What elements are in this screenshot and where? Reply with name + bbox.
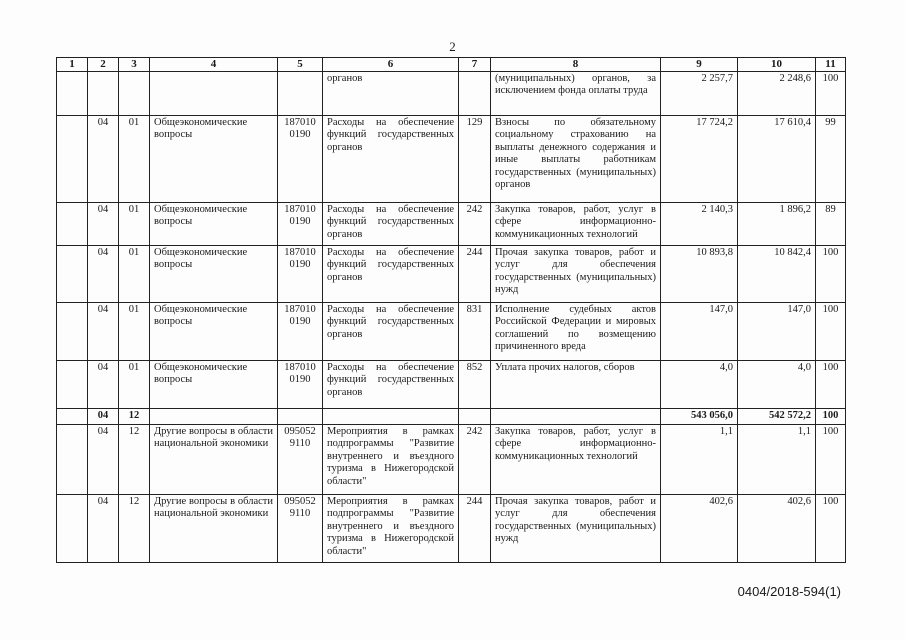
cell-col-2: 04	[88, 408, 119, 424]
cell-col-11: 100	[816, 360, 846, 408]
cell-col-7	[459, 408, 491, 424]
cell-col-3: 01	[119, 115, 150, 202]
cell-col-8: Прочая закупка товаров, работ и услуг для обеспечения государственных (муниципальных) нужд	[491, 245, 661, 302]
cell-col-4: Общеэкономические вопросы	[150, 302, 278, 360]
cell-col-2: 04	[88, 245, 119, 302]
cell-col-7	[459, 71, 491, 115]
cell-col-11: 100	[816, 424, 846, 494]
cell-col-10: 402,6	[738, 494, 816, 562]
cell-col-1	[57, 408, 88, 424]
column-header-3: 3	[119, 58, 150, 72]
cell-col-2: 04	[88, 302, 119, 360]
column-header-1: 1	[57, 58, 88, 72]
cell-col-5	[278, 408, 323, 424]
cell-col-1	[57, 494, 88, 562]
cell-col-5: 187010 0190	[278, 202, 323, 245]
cell-col-1	[57, 424, 88, 494]
cell-col-6: Расходы на обеспечение функций государственных органов	[323, 302, 459, 360]
cell-col-9: 1,1	[661, 424, 738, 494]
table-row	[57, 424, 846, 494]
cell-col-9: 2 140,3	[661, 202, 738, 245]
cell-col-10: 2 248,6	[738, 71, 816, 115]
cell-col-6: Расходы на обеспечение функций государственных органов	[323, 115, 459, 202]
cell-col-4	[150, 71, 278, 115]
cell-col-7: 242	[459, 424, 491, 494]
cell-col-8: Взносы по обязательному социальному страхованию на выплаты денежного содержания и иные выплаты работникам государственных (муниципальных) органов	[491, 115, 661, 202]
cell-col-8	[491, 408, 661, 424]
cell-col-11: 89	[816, 202, 846, 245]
cell-col-11: 100	[816, 71, 846, 115]
cell-col-8: Уплата прочих налогов, сборов	[491, 360, 661, 408]
cell-col-9: 17 724,2	[661, 115, 738, 202]
cell-col-5: 095052 9110	[278, 424, 323, 494]
cell-col-6: Расходы на обеспечение функций государственных органов	[323, 202, 459, 245]
column-header-6: 6	[323, 58, 459, 72]
cell-col-4: Общеэкономические вопросы	[150, 360, 278, 408]
subtotal-row	[57, 408, 846, 424]
cell-col-2: 04	[88, 115, 119, 202]
cell-col-5: 187010 0190	[278, 360, 323, 408]
column-header-10: 10	[738, 58, 816, 72]
cell-col-4	[150, 408, 278, 424]
cell-col-1	[57, 115, 88, 202]
column-header-9: 9	[661, 58, 738, 72]
cell-col-8: Исполнение судебных актов Российской Федерации и мировых соглашений по возмещению причиненного вреда	[491, 302, 661, 360]
cell-col-10: 17 610,4	[738, 115, 816, 202]
cell-col-3: 12	[119, 408, 150, 424]
cell-col-6: органов	[323, 71, 459, 115]
cell-col-8: (муниципальных) органов, за исключением фонда оплаты труда	[491, 71, 661, 115]
cell-col-9: 2 257,7	[661, 71, 738, 115]
cell-col-9: 147,0	[661, 302, 738, 360]
header-row	[57, 58, 846, 72]
cell-col-2	[88, 71, 119, 115]
column-header-8: 8	[491, 58, 661, 72]
cell-col-10: 147,0	[738, 302, 816, 360]
cell-col-8: Закупка товаров, работ, услуг в сфере информационно-коммуникационных технологий	[491, 202, 661, 245]
cell-col-3: 01	[119, 202, 150, 245]
cell-col-6: Мероприятия в рамках подпрограммы "Развитие внутреннего и въездного туризма в Нижегородской области"	[323, 424, 459, 494]
cell-col-5: 187010 0190	[278, 245, 323, 302]
cell-col-11: 100	[816, 245, 846, 302]
column-header-11: 11	[816, 58, 846, 72]
cell-col-4: Другие вопросы в области национальной экономики	[150, 494, 278, 562]
cell-col-6: Мероприятия в рамках подпрограммы "Развитие внутреннего и въездного туризма в Нижегородской области"	[323, 494, 459, 562]
table-row	[57, 71, 846, 115]
cell-col-3: 12	[119, 424, 150, 494]
cell-col-7: 852	[459, 360, 491, 408]
cell-col-11: 100	[816, 302, 846, 360]
cell-col-4: Общеэкономические вопросы	[150, 245, 278, 302]
cell-col-1	[57, 71, 88, 115]
page-number: 2	[449, 39, 456, 54]
document-code: 0404/2018-594(1)	[737, 584, 841, 599]
cell-col-10: 542 572,2	[738, 408, 816, 424]
cell-col-2: 04	[88, 424, 119, 494]
cell-col-7: 244	[459, 245, 491, 302]
cell-col-9: 402,6	[661, 494, 738, 562]
table-body	[57, 71, 846, 562]
table-row	[57, 115, 846, 202]
cell-col-11: 100	[816, 494, 846, 562]
cell-col-3	[119, 71, 150, 115]
cell-col-7: 242	[459, 202, 491, 245]
cell-col-6: Расходы на обеспечение функций государственных органов	[323, 360, 459, 408]
cell-col-1	[57, 360, 88, 408]
cell-col-3: 12	[119, 494, 150, 562]
cell-col-11: 100	[816, 408, 846, 424]
cell-col-2: 04	[88, 360, 119, 408]
cell-col-9: 4,0	[661, 360, 738, 408]
cell-col-5	[278, 71, 323, 115]
column-header-7: 7	[459, 58, 491, 72]
cell-col-5: 187010 0190	[278, 115, 323, 202]
cell-col-6	[323, 408, 459, 424]
cell-col-5: 187010 0190	[278, 302, 323, 360]
cell-col-3: 01	[119, 360, 150, 408]
cell-col-3: 01	[119, 245, 150, 302]
table-row	[57, 360, 846, 408]
cell-col-2: 04	[88, 494, 119, 562]
cell-col-10: 1 896,2	[738, 202, 816, 245]
table-row	[57, 302, 846, 360]
cell-col-9: 543 056,0	[661, 408, 738, 424]
column-header-4: 4	[150, 58, 278, 72]
table-row	[57, 202, 846, 245]
cell-col-11: 99	[816, 115, 846, 202]
cell-col-5: 095052 9110	[278, 494, 323, 562]
cell-col-7: 831	[459, 302, 491, 360]
cell-col-7: 129	[459, 115, 491, 202]
cell-col-8: Прочая закупка товаров, работ и услуг для обеспечения государственных (муниципальных) нужд	[491, 494, 661, 562]
cell-col-1	[57, 302, 88, 360]
cell-col-9: 10 893,8	[661, 245, 738, 302]
cell-col-4: Общеэкономические вопросы	[150, 115, 278, 202]
cell-col-6: Расходы на обеспечение функций государственных органов	[323, 245, 459, 302]
table-row	[57, 245, 846, 302]
cell-col-1	[57, 245, 88, 302]
cell-col-4: Общеэкономические вопросы	[150, 202, 278, 245]
cell-col-4: Другие вопросы в области национальной экономики	[150, 424, 278, 494]
table-row	[57, 494, 846, 562]
cell-col-10: 1,1	[738, 424, 816, 494]
cell-col-2: 04	[88, 202, 119, 245]
cell-col-10: 10 842,4	[738, 245, 816, 302]
cell-col-1	[57, 202, 88, 245]
budget-table	[56, 57, 846, 563]
column-header-5: 5	[278, 58, 323, 72]
cell-col-10: 4,0	[738, 360, 816, 408]
cell-col-8: Закупка товаров, работ, услуг в сфере информационно-коммуникационных технологий	[491, 424, 661, 494]
cell-col-3: 01	[119, 302, 150, 360]
cell-col-7: 244	[459, 494, 491, 562]
column-header-2: 2	[88, 58, 119, 72]
